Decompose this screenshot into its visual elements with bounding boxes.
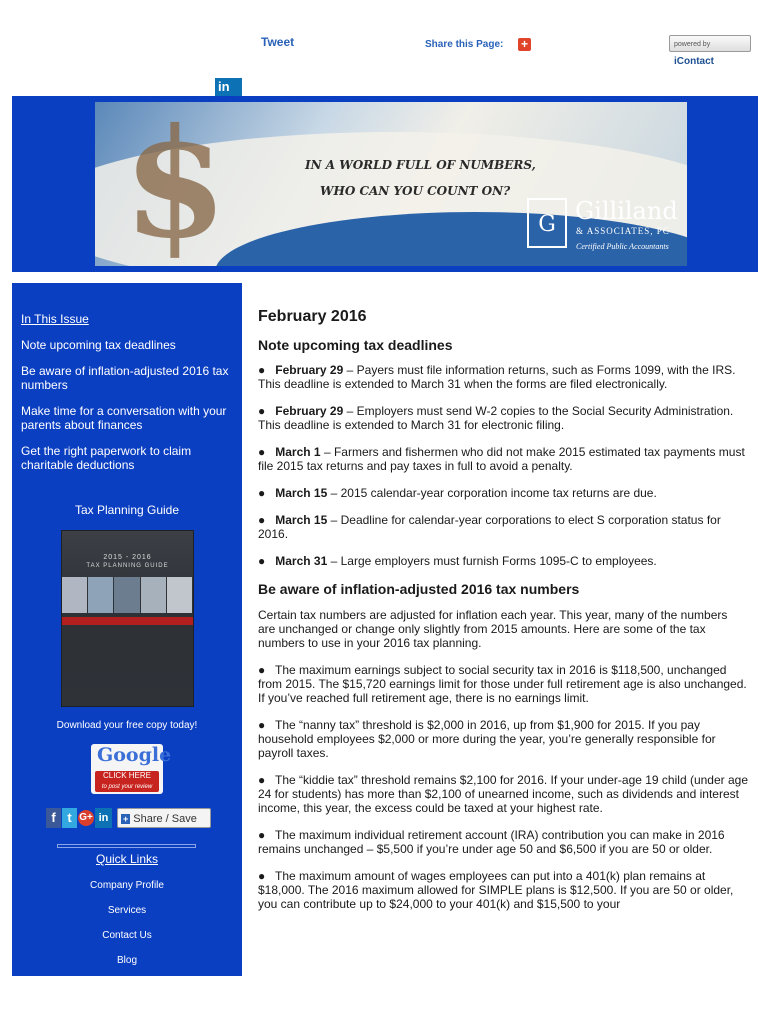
- issue-item-parents[interactable]: Make time for a conversation with your parents about finances: [21, 404, 227, 432]
- dollar-sign-graphic: $: [123, 102, 228, 266]
- facebook-icon[interactable]: f: [46, 808, 61, 828]
- guide-years: 2015 - 2016: [103, 554, 152, 561]
- tweet-button[interactable]: Tweet: [261, 35, 295, 49]
- tax-number-text: The maximum individual retirement account (IRA) contribution you can make in 2016 remains unchanged – $5,500 if you’re under age 50 and $6,500 if you are 50 or older.: [258, 828, 725, 856]
- sidebar-divider: [57, 844, 196, 848]
- linkedin-icon[interactable]: in: [215, 78, 242, 96]
- in-this-issue-link[interactable]: In This Issue: [21, 312, 89, 326]
- section-deadlines-title: Note upcoming tax deadlines: [258, 337, 453, 353]
- deadline-date: February 29: [275, 404, 344, 418]
- share-save-label: Share / Save: [133, 813, 197, 825]
- google-click-here-button[interactable]: [95, 771, 159, 792]
- firm-subtitle: & ASSOCIATES, PC: [576, 226, 670, 236]
- twitter-icon[interactable]: t: [62, 808, 77, 828]
- quick-link-blog[interactable]: Blog: [116, 955, 137, 966]
- deadline-date: March 31: [275, 554, 328, 568]
- tax-number-item: ● The maximum individual retirement account (IRA) contribution you can make in 2016 remains unchanged – $5,500 if you’re under age 50 and $6,500 if you are 50 or older.: [258, 828, 725, 856]
- google-wordmark: Google: [97, 744, 172, 766]
- newsletter-content: [258, 310, 748, 911]
- quick-link-company-profile[interactable]: Company Profile: [90, 880, 164, 891]
- deadline-text: – Payers must file information returns, such as Forms 1099, with the IRS. This deadline is extended to March 31 when the forms are filed electronically.: [258, 363, 736, 391]
- section-inflation-title: Be aware of inflation-adjusted 2016 tax numbers: [258, 581, 580, 597]
- firm-logo-icon: G: [527, 198, 567, 248]
- icontact-powered-label: powered by: [674, 41, 711, 48]
- firm-tagline: Certified Public Accountants: [576, 242, 669, 251]
- deadline-text: – Deadline for calendar-year corporations to elect S corporation status for 2016.: [258, 513, 721, 541]
- social-share-row: [46, 807, 211, 829]
- guide-photo-strip: [62, 577, 193, 613]
- google-plus-icon[interactable]: G+: [78, 810, 94, 826]
- google-review-badge[interactable]: [91, 744, 172, 794]
- quick-link-contact-us[interactable]: Contact Us: [102, 930, 152, 941]
- share-plus-small-icon: +: [123, 814, 129, 824]
- tax-number-text: The “kiddie tax” threshold remains $2,100 for 2016. If your under-age 19 child (under age 24 for students) has more than $2,100 of unearned income, such as dividends and interest income, this year, the excess could be taxed at your highest rate.: [258, 773, 748, 815]
- section-inflation-intro: Certain tax numbers are adjusted for inflation each year. This year, many of the numbers are unchanged or change only slightly from 2015 amounts. Here are some of the tax numbers to use in your 2016 tax planning.: [258, 608, 728, 650]
- guide-name: TAX PLANNING GUIDE: [86, 563, 169, 569]
- tax-number-item: ● The “kiddie tax” threshold remains $2,100 for 2016. If your under-age 19 child (under age 24 for students) has more than $2,100 of unearned income, such as dividends and interest income, this year, the excess could be taxed at your highest rate.: [258, 773, 748, 815]
- google-click-label: CLICK HERE: [102, 771, 151, 780]
- google-logo: [97, 744, 171, 766]
- deadline-item: ● February 29 – Employers must send W-2 copies to the Social Security Administration. This deadline is extended to March 31 for electronic filing.: [258, 404, 734, 432]
- banner-image: [95, 102, 687, 266]
- header-banner: [12, 96, 758, 272]
- quick-links-list: [12, 880, 242, 980]
- deadline-item: ● March 31 – Large employers must furnish Forms 1095-C to employees.: [258, 554, 657, 568]
- issue-list: [21, 338, 236, 484]
- sidebar: [12, 283, 242, 976]
- guide-photo: [167, 577, 192, 613]
- share-save-button[interactable]: [117, 808, 211, 828]
- share-page-label: Share this Page:: [425, 39, 504, 50]
- deadline-text: – Employers must send W-2 copies to the Social Security Administration. This deadline is extended to March 31 for electronic filing.: [258, 404, 734, 432]
- deadline-date: March 15: [275, 486, 328, 500]
- icontact-brand: iContact: [674, 56, 714, 67]
- deadline-item: ● March 15 – Deadline for calendar-year corporations to elect S corporation status for 2016.: [258, 513, 721, 541]
- tax-number-text: The maximum earnings subject to social security tax in 2016 is $118,500, unchanged from 2015. The $15,720 earnings limit for those under full retirement age is also unchanged. If you’ve reached full retirement age, there is no earnings limit.: [258, 663, 747, 705]
- deadline-date: February 29: [275, 363, 344, 377]
- deadline-text: – Large employers must furnish Forms 1095-C to employees.: [327, 554, 657, 568]
- banner-tagline-line2: WHO CAN YOU COUNT ON?: [320, 184, 511, 198]
- issue-item-inflation[interactable]: Be aware of inflation-adjusted 2016 tax numbers: [21, 364, 229, 392]
- tax-number-text: The “nanny tax” threshold is $2,000 in 2016, up from $1,900 for 2015. If you pay household employees $2,000 or more during the year, you’re generally responsible for payroll taxes.: [258, 718, 716, 760]
- firm-name: Gilliland: [575, 197, 678, 225]
- linkedin-share-icon[interactable]: in: [95, 808, 112, 828]
- deadline-text: – 2015 calendar-year corporation income tax returns are due.: [327, 486, 657, 500]
- deadline-item: ● March 1 – Farmers and fishermen who did not make 2015 estimated tax payments must file 2015 tax returns and pay taxes in full to avoid a penalty.: [258, 445, 745, 473]
- share-plus-icon[interactable]: +: [518, 38, 531, 51]
- issue-date-heading: February 2016: [258, 308, 367, 325]
- guide-photo: [62, 577, 87, 613]
- tax-number-item: ● The “nanny tax” threshold is $2,000 in 2016, up from $1,900 for 2015. If you pay household employees $2,000 or more during the year, you’re generally responsible for payroll taxes.: [258, 718, 716, 760]
- issue-item-charitable[interactable]: Get the right paperwork to claim charitable deductions: [21, 444, 192, 472]
- banner-tagline-line1: IN A WORLD FULL OF NUMBERS,: [305, 158, 536, 172]
- deadline-text: – Farmers and fishermen who did not make 2015 estimated tax payments must file 2015 tax returns and pay taxes in full to avoid a penalty.: [258, 445, 745, 473]
- deadline-date: March 1: [275, 445, 321, 459]
- guide-photo: [114, 577, 139, 613]
- download-guide-link[interactable]: Download your free copy today!: [56, 720, 198, 731]
- google-click-sublabel: to post your review: [101, 784, 153, 790]
- quick-link-services[interactable]: Services: [107, 905, 147, 916]
- guide-red-band: [62, 617, 193, 625]
- deadline-item: ● March 15 – 2015 calendar-year corporation income tax returns are due.: [258, 486, 657, 500]
- icontact-badge[interactable]: [669, 35, 751, 67]
- deadline-date: March 15: [275, 513, 328, 527]
- deadline-item: ● February 29 – Payers must file information returns, such as Forms 1099, with the IRS. This deadline is extended to March 31 when the forms are filed electronically.: [258, 363, 736, 391]
- guide-photo: [141, 577, 166, 613]
- guide-photo: [88, 577, 113, 613]
- tax-number-text: The maximum amount of wages employees can put into a 401(k) plan remains at $18,000. The 2016 maximum allowed for SIMPLE plans is $12,500. If you are 50 or older, you can contribute up to $24,000 to your 401(k) and $15,500 to your: [258, 869, 734, 911]
- quick-links-title[interactable]: Quick Links: [95, 852, 159, 866]
- tax-guide-cover[interactable]: [61, 530, 194, 707]
- share-bar: [12, 30, 758, 96]
- issue-item-deadlines[interactable]: Note upcoming tax deadlines: [21, 338, 176, 352]
- tax-guide-title: Tax Planning Guide: [74, 503, 180, 517]
- tax-number-item: ● The maximum amount of wages employees can put into a 401(k) plan remains at $18,000. The 2016 maximum allowed for SIMPLE plans is $12,500. If you are 50 or older, you can contribute up to $24,000 to your 401(k) and $15,500 to your: [258, 869, 734, 911]
- tax-number-item: ● The maximum earnings subject to social security tax in 2016 is $118,500, unchanged from 2015. The $15,720 earnings limit for those under full retirement age is also unchanged. If you’ve reached full retirement age, there is no earnings limit.: [258, 663, 747, 705]
